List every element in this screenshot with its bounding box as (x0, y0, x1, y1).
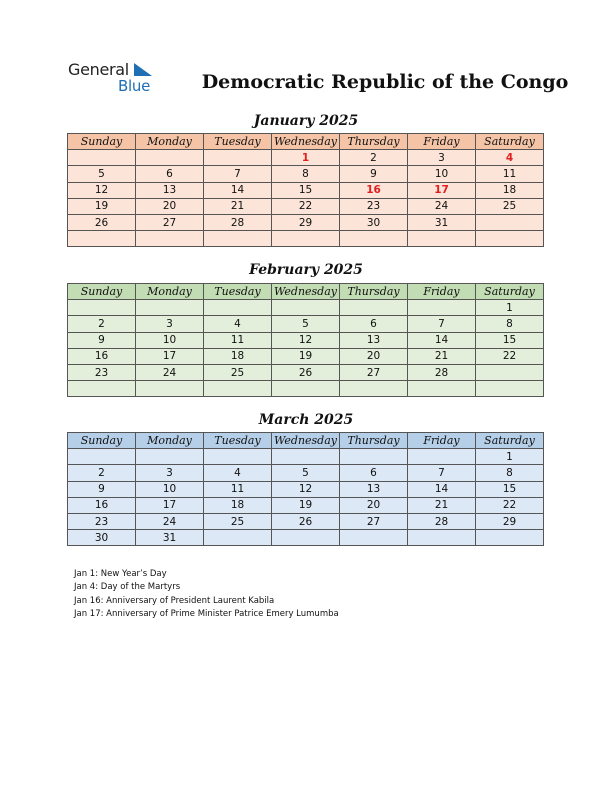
holiday-note: Jan 16: Anniversary of President Laurent Kabila (74, 595, 275, 606)
weekday-header: Thursday (340, 284, 408, 300)
day-cell: 1 (476, 300, 544, 316)
day-cell: 23 (68, 513, 136, 529)
week-row (68, 348, 544, 364)
day-cell (136, 150, 204, 166)
day-cell: 22 (476, 348, 544, 364)
day-cell: 4 (204, 465, 272, 481)
day-cell: 24 (136, 513, 204, 529)
day-cell: 27 (136, 214, 204, 230)
day-cell: 22 (272, 198, 340, 214)
day-cell: 9 (340, 166, 408, 182)
weekday-header: Saturday (476, 284, 544, 300)
week-row (68, 150, 544, 166)
day-cell: 23 (68, 364, 136, 380)
day-cell: 27 (340, 513, 408, 529)
weekday-header: Wednesday (272, 134, 340, 150)
day-cell: 28 (408, 513, 476, 529)
day-cell: 26 (272, 513, 340, 529)
calendar-march (67, 432, 544, 546)
month-title-january: January 2025 (253, 113, 359, 129)
week-row (68, 198, 544, 214)
day-cell: 17 (136, 497, 204, 513)
day-cell (68, 300, 136, 316)
day-cell: 16 (68, 348, 136, 364)
weekday-header-row (68, 433, 544, 449)
day-cell: 12 (272, 481, 340, 497)
day-cell: 29 (272, 214, 340, 230)
day-cell: 2 (340, 150, 408, 166)
day-cell: 15 (272, 182, 340, 198)
day-cell (204, 449, 272, 465)
weekday-header: Saturday (476, 433, 544, 449)
day-cell: 18 (204, 348, 272, 364)
day-cell (408, 449, 476, 465)
weekday-header: Sunday (68, 284, 136, 300)
holiday-note: Jan 1: New Year’s Day (74, 569, 167, 579)
week-row (68, 332, 544, 348)
weekday-header: Saturday (476, 134, 544, 150)
day-cell: 11 (204, 481, 272, 497)
day-cell (476, 214, 544, 230)
day-cell: 26 (272, 364, 340, 380)
calendar-february (67, 283, 544, 397)
day-cell: 3 (136, 465, 204, 481)
week-row (68, 166, 544, 182)
day-cell (408, 381, 476, 397)
day-cell: 5 (68, 166, 136, 182)
week-row (68, 449, 544, 465)
day-cell: 14 (204, 182, 272, 198)
day-cell (136, 231, 204, 247)
week-row (68, 231, 544, 247)
logo-text-general: General (68, 60, 129, 79)
weekday-header: Friday (408, 433, 476, 449)
day-cell (340, 231, 408, 247)
day-cell: 2 (68, 465, 136, 481)
day-cell: 10 (408, 166, 476, 182)
day-cell: 13 (136, 182, 204, 198)
weekday-header: Thursday (340, 433, 408, 449)
day-cell (340, 300, 408, 316)
day-cell: 16 (68, 497, 136, 513)
day-cell (476, 530, 544, 546)
day-cell: 5 (272, 316, 340, 332)
day-cell: 13 (340, 481, 408, 497)
day-cell (272, 300, 340, 316)
day-cell: 31 (408, 214, 476, 230)
week-row (68, 530, 544, 546)
holiday-note: Jan 4: Day of the Martyrs (74, 582, 181, 593)
weekday-header: Monday (136, 134, 204, 150)
day-cell: 18 (204, 497, 272, 513)
day-cell (272, 381, 340, 397)
day-cell: 3 (136, 316, 204, 332)
day-cell (68, 449, 136, 465)
day-cell: 13 (340, 332, 408, 348)
week-row (68, 465, 544, 481)
weekday-header: Monday (136, 284, 204, 300)
day-cell: 4 (476, 150, 544, 166)
day-cell: 25 (204, 364, 272, 380)
day-cell: 28 (204, 214, 272, 230)
weekday-header: Sunday (68, 433, 136, 449)
day-cell (136, 449, 204, 465)
week-row (68, 381, 544, 397)
day-cell: 19 (272, 497, 340, 513)
day-cell: 30 (68, 530, 136, 546)
weekday-header: Friday (408, 284, 476, 300)
weekday-header-row (68, 284, 544, 300)
calendar-january (67, 133, 544, 247)
week-row (68, 182, 544, 198)
day-cell: 28 (408, 364, 476, 380)
week-row (68, 513, 544, 529)
week-row (68, 497, 544, 513)
day-cell: 20 (340, 497, 408, 513)
day-cell: 7 (204, 166, 272, 182)
weekday-header: Tuesday (204, 433, 272, 449)
holiday-notes (74, 568, 339, 622)
day-cell (204, 150, 272, 166)
weekday-header: Wednesday (272, 433, 340, 449)
day-cell: 15 (476, 481, 544, 497)
week-row (68, 364, 544, 380)
day-cell: 23 (340, 198, 408, 214)
month-title-march: March 2025 (258, 412, 354, 428)
day-cell: 16 (340, 182, 408, 198)
day-cell (204, 530, 272, 546)
day-cell (204, 300, 272, 316)
day-cell: 11 (204, 332, 272, 348)
day-cell: 25 (204, 513, 272, 529)
week-row (68, 214, 544, 230)
day-cell: 8 (476, 316, 544, 332)
day-cell (340, 381, 408, 397)
day-cell: 29 (476, 513, 544, 529)
logo-text-blue: Blue (118, 77, 150, 95)
day-cell: 12 (272, 332, 340, 348)
day-cell (272, 449, 340, 465)
weekday-header: Sunday (68, 134, 136, 150)
day-cell (476, 364, 544, 380)
day-cell: 2 (68, 316, 136, 332)
day-cell: 9 (68, 332, 136, 348)
day-cell: 19 (68, 198, 136, 214)
day-cell: 17 (136, 348, 204, 364)
day-cell (272, 231, 340, 247)
holiday-note: Jan 17: Anniversary of Prime Minister Patrice Emery Lumumba (74, 609, 339, 620)
week-row (68, 300, 544, 316)
day-cell (68, 231, 136, 247)
day-cell (340, 449, 408, 465)
day-cell: 3 (408, 150, 476, 166)
day-cell: 21 (408, 497, 476, 513)
day-cell (476, 231, 544, 247)
weekday-header: Monday (136, 433, 204, 449)
day-cell: 14 (408, 481, 476, 497)
day-cell (136, 381, 204, 397)
day-cell: 18 (476, 182, 544, 198)
day-cell: 27 (340, 364, 408, 380)
day-cell: 10 (136, 481, 204, 497)
month-title-february: February 2025 (249, 262, 363, 278)
week-row (68, 316, 544, 332)
day-cell: 10 (136, 332, 204, 348)
generalblue-logo (68, 60, 158, 96)
day-cell: 17 (408, 182, 476, 198)
day-cell (340, 530, 408, 546)
day-cell: 11 (476, 166, 544, 182)
day-cell: 31 (136, 530, 204, 546)
logo-flag-icon (132, 62, 154, 78)
day-cell: 9 (68, 481, 136, 497)
day-cell: 6 (340, 316, 408, 332)
day-cell (408, 231, 476, 247)
country-title: Democratic Republic of the Congo (201, 71, 569, 93)
weekday-header: Tuesday (204, 284, 272, 300)
day-cell: 20 (340, 348, 408, 364)
day-cell: 21 (408, 348, 476, 364)
weekday-header: Wednesday (272, 284, 340, 300)
day-cell: 14 (408, 332, 476, 348)
day-cell (68, 381, 136, 397)
day-cell: 8 (272, 166, 340, 182)
week-row (68, 481, 544, 497)
weekday-header: Friday (408, 134, 476, 150)
day-cell: 24 (136, 364, 204, 380)
day-cell: 20 (136, 198, 204, 214)
day-cell: 1 (272, 150, 340, 166)
day-cell: 30 (340, 214, 408, 230)
weekday-header-row (68, 134, 544, 150)
day-cell (408, 530, 476, 546)
day-cell (272, 530, 340, 546)
day-cell: 8 (476, 465, 544, 481)
day-cell (68, 150, 136, 166)
day-cell (476, 381, 544, 397)
day-cell: 5 (272, 465, 340, 481)
day-cell: 26 (68, 214, 136, 230)
day-cell (136, 300, 204, 316)
day-cell (408, 300, 476, 316)
day-cell: 19 (272, 348, 340, 364)
day-cell: 7 (408, 465, 476, 481)
day-cell: 1 (476, 449, 544, 465)
day-cell: 6 (136, 166, 204, 182)
day-cell (204, 231, 272, 247)
day-cell: 24 (408, 198, 476, 214)
day-cell: 25 (476, 198, 544, 214)
day-cell: 4 (204, 316, 272, 332)
day-cell: 21 (204, 198, 272, 214)
day-cell: 7 (408, 316, 476, 332)
day-cell: 6 (340, 465, 408, 481)
day-cell: 15 (476, 332, 544, 348)
day-cell (204, 381, 272, 397)
weekday-header: Thursday (340, 134, 408, 150)
weekday-header: Tuesday (204, 134, 272, 150)
day-cell: 12 (68, 182, 136, 198)
day-cell: 22 (476, 497, 544, 513)
